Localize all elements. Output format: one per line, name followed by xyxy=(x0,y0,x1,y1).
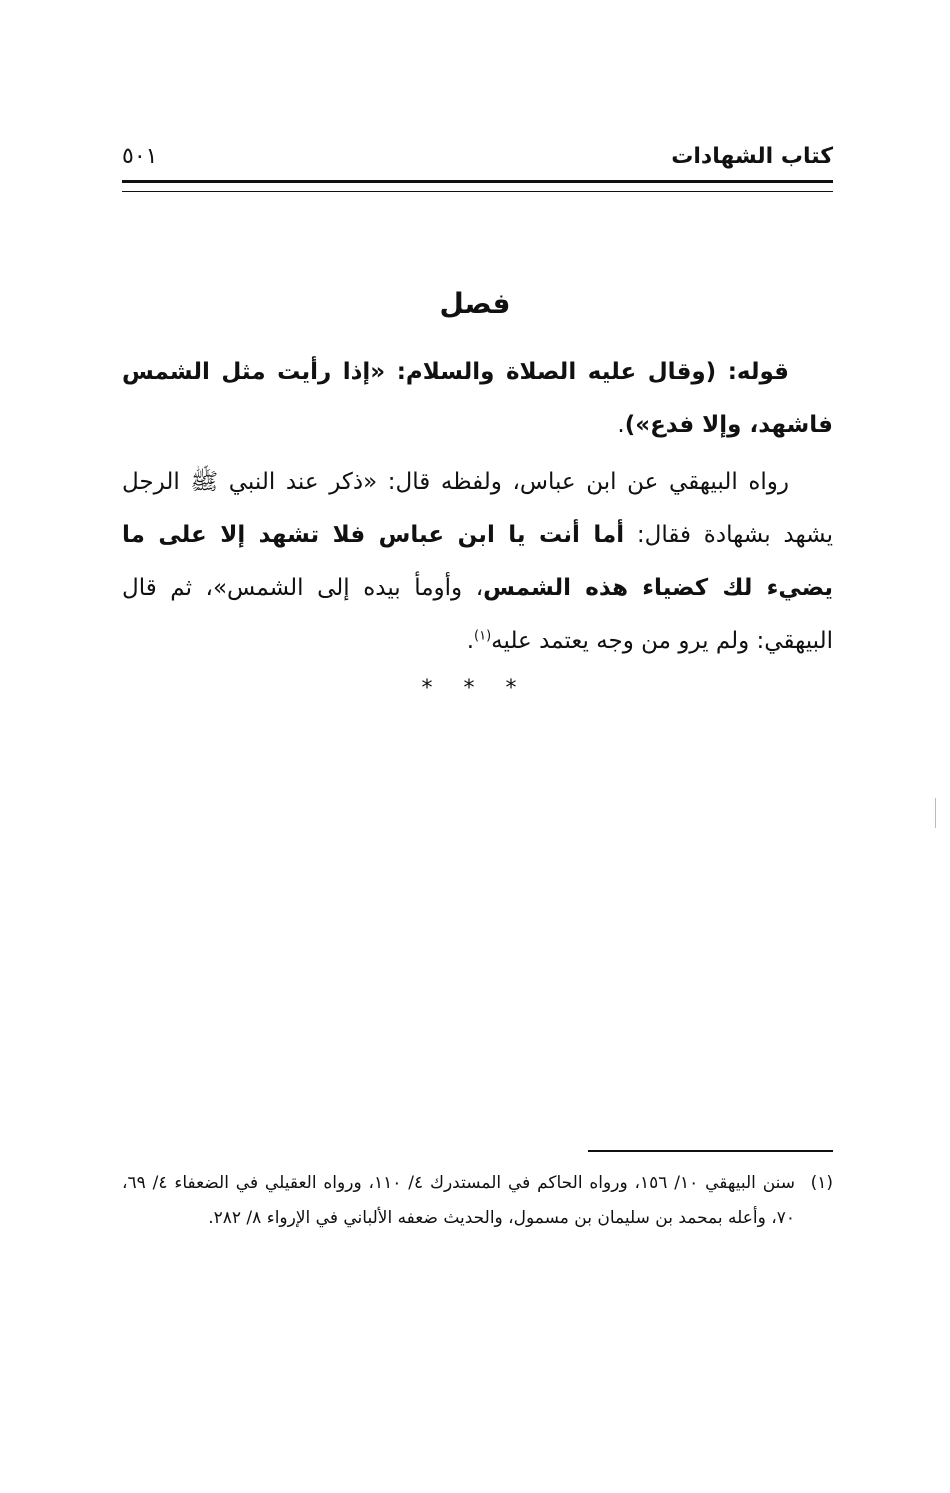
running-header xyxy=(122,144,833,176)
footnote-item xyxy=(122,1166,833,1236)
header-double-rule xyxy=(122,180,833,192)
section-title: فصل xyxy=(439,287,511,320)
paragraph-2-part1: رواه البيهقي عن ابن عباس، ولفظه قال: «ذكر عند النبي ﷺ الرجل يشهد بشهادة فقال: xyxy=(122,469,833,548)
paragraph-2-bold-quote: أما أنت يا ابن عباس فلا تشهد إلا على ما يضيء لك كضياء هذه الشمس xyxy=(122,522,833,601)
page-number: ٥٠١ xyxy=(122,144,158,169)
paragraph-2-end: . xyxy=(466,628,475,654)
paragraph-2 xyxy=(122,456,833,668)
footnote-rule xyxy=(588,1150,833,1152)
footnote-reference: (١) xyxy=(474,628,492,644)
paragraph-2-part2: ، وأومأ بيده إلى الشمس»، ثم قال البيهقي: ولم يرو من وجه يعتمد عليه xyxy=(122,575,833,654)
paragraph-1-quote: (وقال عليه الصلاة والسلام: «إذا رأيت مثل الشمس فاشهد، وإلا فدع») xyxy=(122,359,833,438)
footnote-marker: (١) xyxy=(810,1173,833,1193)
paragraph-1-lead: قوله: xyxy=(716,359,789,385)
paragraph-1-end: . xyxy=(617,412,625,438)
section-separator: * * * xyxy=(421,676,529,701)
book-title: كتاب الشهادات xyxy=(671,144,833,169)
margin-mark xyxy=(935,798,936,828)
footnotes xyxy=(122,1166,833,1236)
footnote-text: سنن البيهقي ١٠/ ١٥٦، ورواه الحاكم في المستدرك ٤/ ١١٠، ورواه العقيلي في الضعفاء ٤/ ٦٩، ٧٠، وأعله بمحمد بن سليمان بن مسمول، والحديث ضعفه الألباني في الإرواء ٨/ ٢٨٢. xyxy=(122,1173,796,1228)
paragraph-1 xyxy=(122,346,833,452)
